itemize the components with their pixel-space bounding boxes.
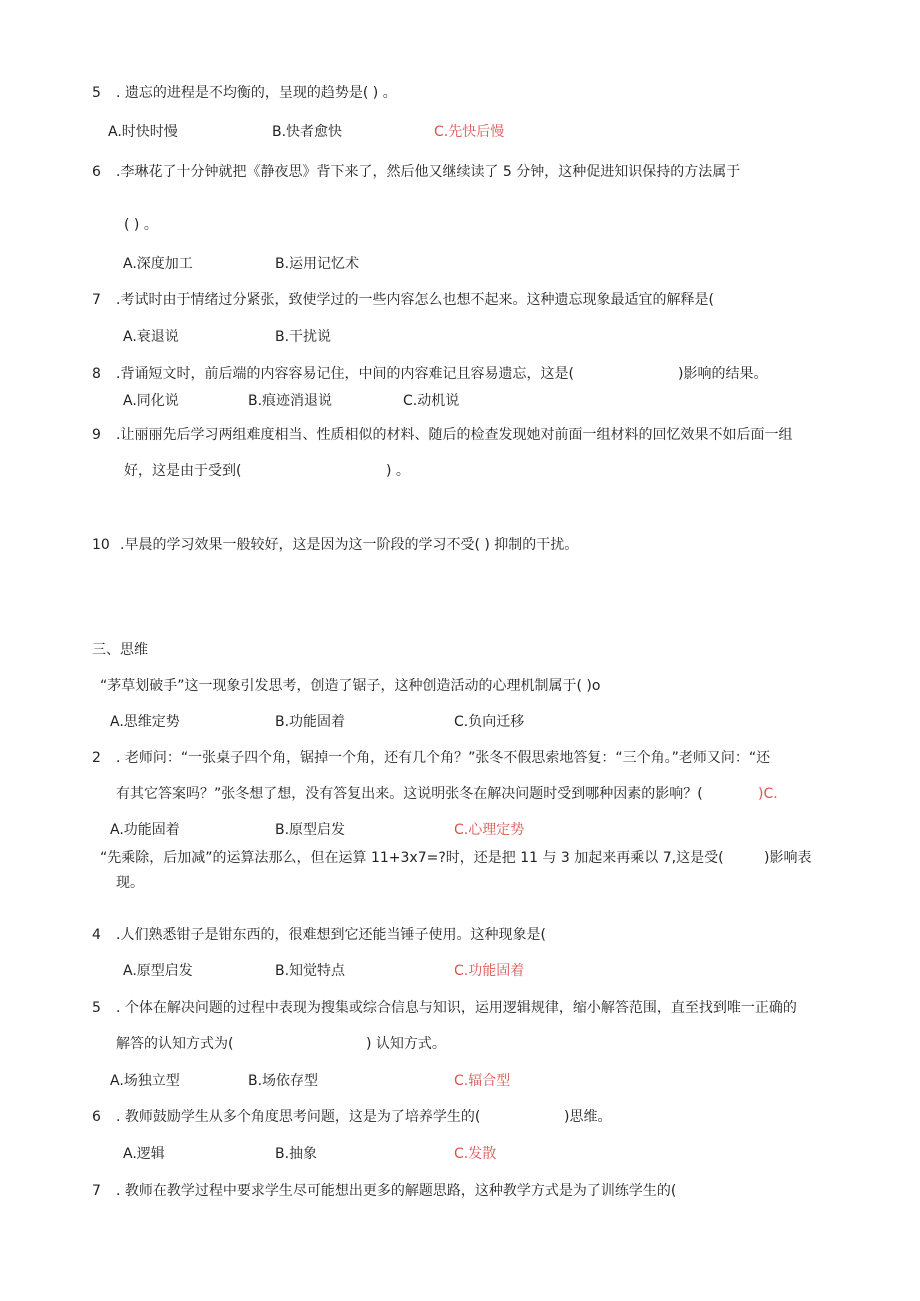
question-number: 5: [92, 85, 101, 101]
option-b: B.干扰说: [275, 329, 332, 345]
option-b: B.运用记忆术: [275, 256, 360, 272]
option-b: B.功能固着: [275, 714, 346, 730]
question-text: .让丽丽先后学习两组难度相当、性质相似的材料、随后的检查发现她对前面一组材料的回忆效果不如后面一组: [116, 427, 793, 443]
question-text-end: ) 认知方式。: [366, 1036, 446, 1052]
option-c: C.负向迁移: [454, 714, 525, 730]
option-a: A.同化说: [123, 393, 179, 409]
question-text-cont: 好，这是由于受到(: [124, 463, 242, 479]
question-text-end: )影响表: [764, 850, 812, 866]
question-text: . 个体在解决问题的过程中表现为搜集或综合信息与知识，运用逻辑规律，缩小解答范围，直至找到唯一正确的: [116, 1000, 797, 1016]
option-a: A.功能固着: [110, 822, 180, 838]
option-b: B.知觉特点: [275, 963, 346, 979]
question-number: 5: [92, 1000, 101, 1016]
question-number: 6: [92, 1109, 101, 1125]
question-number: 2: [92, 750, 101, 766]
question-text: “先乘除，后加减”的运算法那么，但在运算 11+3x7=?时，还是把 11 与 3 加起来再乘以 7,这是受(: [100, 850, 724, 866]
option-c: C.动机说: [403, 393, 460, 409]
option-b: B.抽象: [275, 1146, 318, 1162]
option-b: B.快者愈快: [272, 124, 343, 140]
question-text: . 老师问：“一张桌子四个角，锯掉一个角，还有几个角？”张冬不假思索地答复：“三个角。”老师又问：“还: [116, 750, 771, 766]
question-text-end: ) 。: [386, 463, 410, 479]
question-text: .李琳花了十分钟就把《静夜思》背下来了，然后他又继续读了 5 分钟，这种促进知识保持的方法属于: [116, 164, 741, 180]
question-text-cont: ( ) 。: [124, 217, 158, 233]
question-text: . 遗忘的进程是不均衡的，呈现的趋势是( ) 。: [116, 85, 397, 101]
option-a: A.时快时慢: [108, 124, 178, 140]
question-text: “茅草划破手”这一现象引发思考，创造了锯子，这种创造活动的心理机制属于( )o: [100, 678, 601, 694]
option-b: B.场依存型: [248, 1073, 319, 1089]
option-a: A.思维定势: [110, 714, 180, 730]
question-number: 9: [92, 427, 101, 443]
question-text: . 教师在教学过程中要求学生尽可能想出更多的解题思路，这种教学方式是为了训练学生的(: [116, 1183, 677, 1199]
option-c-answer: C.心理定势: [454, 822, 525, 838]
question-text: .背诵短文时，前后端的内容容易记住，中间的内容难记且容易遗忘，这是(: [116, 366, 574, 382]
option-a: A.原型启发: [123, 963, 193, 979]
question-number: 7: [92, 1183, 101, 1199]
section-title: 三、思维: [92, 642, 148, 658]
option-a: A.逻辑: [123, 1146, 165, 1162]
option-b: B.原型启发: [275, 822, 346, 838]
question-text-cont: 解答的认知方式为(: [116, 1036, 234, 1052]
answer-mark: )C.: [758, 786, 778, 802]
question-number: 4: [92, 927, 101, 943]
option-b: B.痕迹消退说: [248, 393, 333, 409]
question-text-cont: 现。: [116, 875, 144, 891]
question-number: 7: [92, 292, 101, 308]
option-c-answer: C.先快后慢: [434, 124, 505, 140]
question-text-cont: 有其它答案吗？”张冬想了想，没有答复出来。这说明张冬在解决问题时受到哪种因素的影响？(: [116, 786, 703, 802]
question-text-end: )思维。: [564, 1109, 612, 1125]
question-text: .早晨的学习效果一般较好，这是因为这一阶段的学习不受( ) 抑制的干扰。: [120, 537, 579, 553]
question-text-end: )影响的结果。: [678, 366, 768, 382]
question-text: . 教师鼓励学生从多个角度思考问题，这是为了培养学生的(: [116, 1109, 481, 1125]
question-number: 8: [92, 366, 101, 382]
option-c-answer: C.辐合型: [454, 1073, 511, 1089]
question-text: .考试时由于情绪过分紧张，致使学过的一些内容怎么也想不起来。这种遗忘现象最适宜的解释是(: [116, 292, 714, 308]
option-c-answer: C.功能固着: [454, 963, 525, 979]
option-a: A.场独立型: [110, 1073, 180, 1089]
question-text: .人们熟悉钳子是钳东西的，很难想到它还能当锤子使用。这种现象是(: [116, 927, 546, 943]
option-c-answer: C.发散: [454, 1146, 497, 1162]
option-a: A.衰退说: [123, 329, 179, 345]
option-a: A.深度加工: [123, 256, 193, 272]
question-number: 6: [92, 164, 101, 180]
question-number: 10: [92, 537, 110, 553]
